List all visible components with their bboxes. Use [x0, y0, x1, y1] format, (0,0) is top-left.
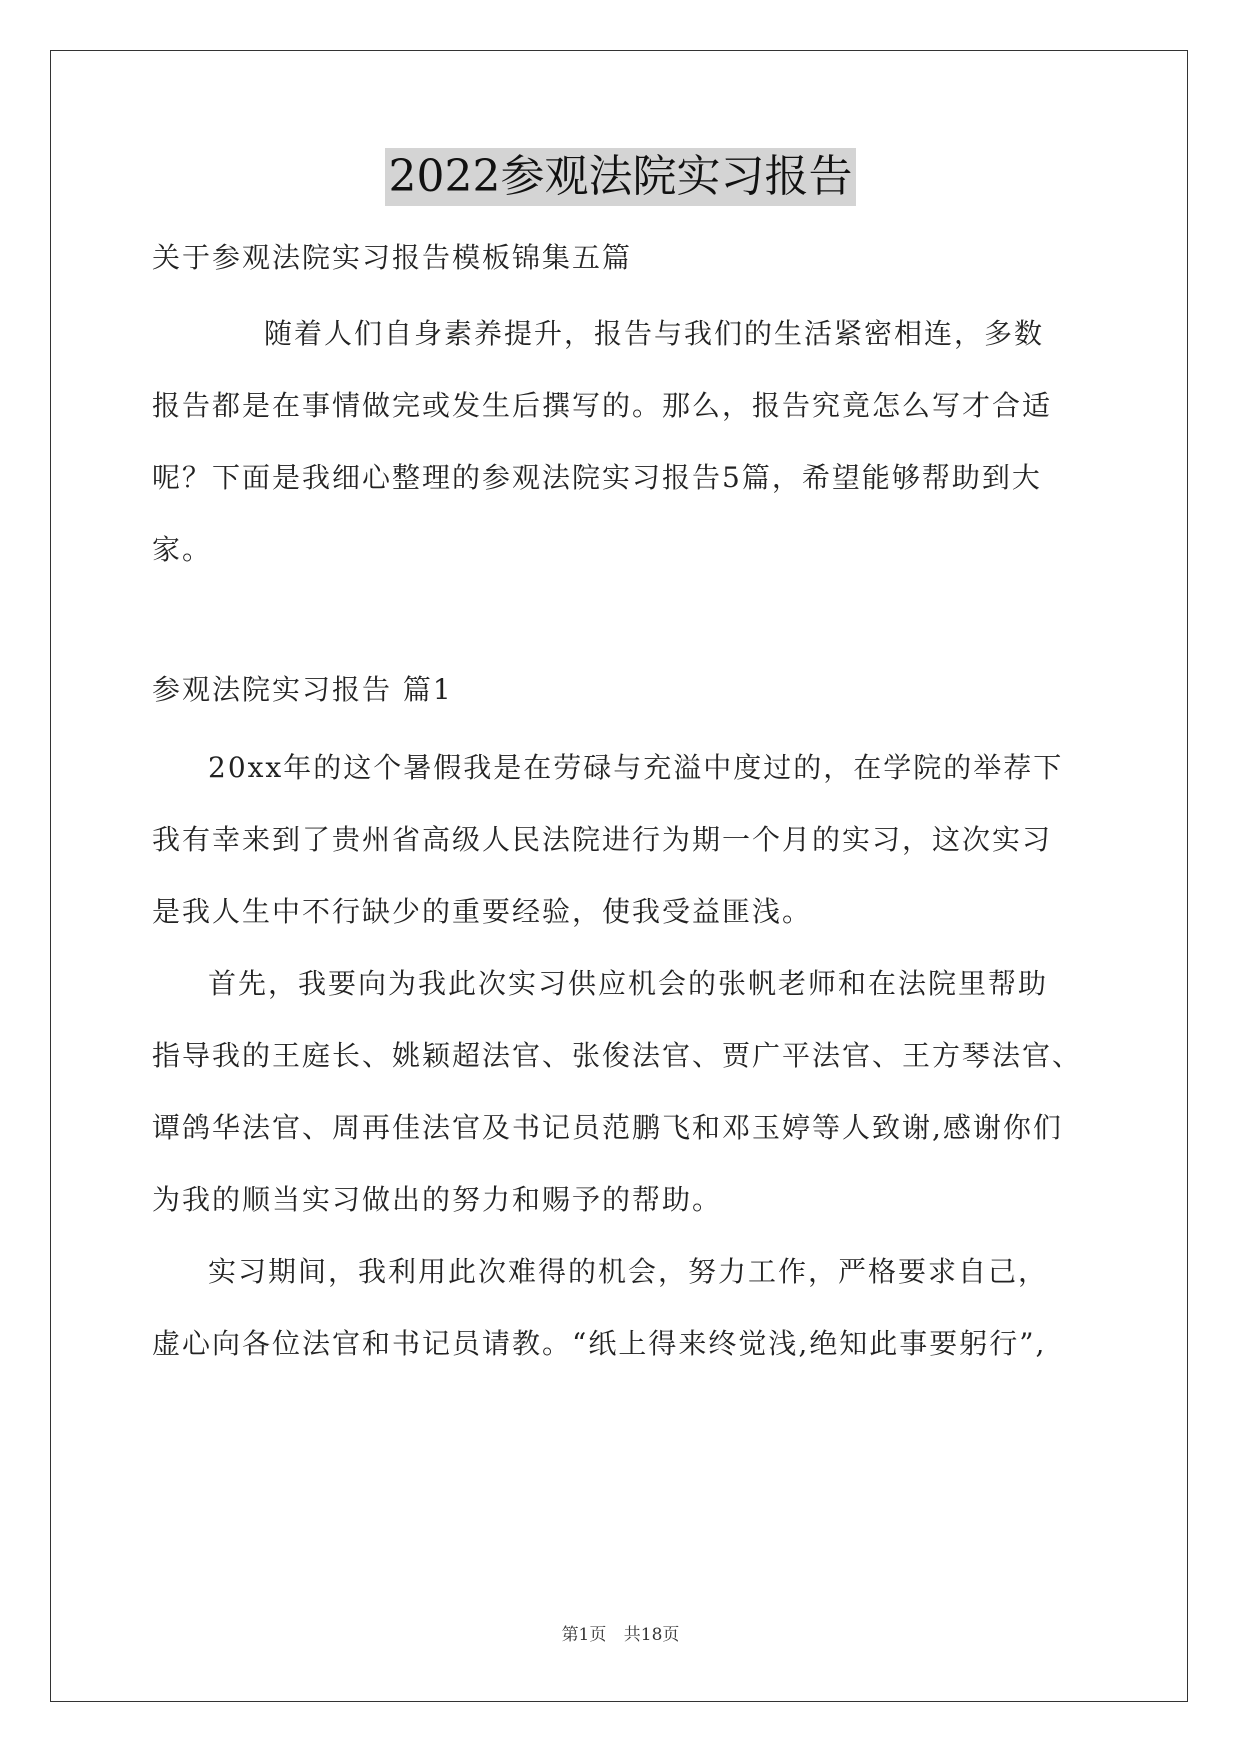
body-line: 20xx年的这个暑假我是在劳碌与充溢中度过的，在学院的举荐下 — [208, 751, 1064, 784]
body-line: 指导我的王庭长、姚颖超法官、张俊法官、贾广平法官、王方琴法官、 — [152, 1039, 1083, 1072]
body-line: 首先，我要向为我此次实习供应机会的张帆老师和在法院里帮助 — [208, 967, 1049, 1000]
body-line: 实习期间，我利用此次难得的机会，努力工作，严格要求自己， — [208, 1255, 1049, 1288]
document-subtitle: 关于参观法院实习报告模板锦集五篇 — [152, 241, 633, 274]
body-line: 虚心向各位法官和书记员请教。“纸上得来终觉浅,绝知此事要躬行”, — [152, 1327, 1047, 1360]
body-line: 是我人生中不行缺少的重要经验，使我受益匪浅。 — [152, 895, 813, 928]
body-line: 为我的顺当实习做出的努力和赐予的帮助。 — [152, 1183, 723, 1216]
section-heading: 参观法院实习报告 篇1 — [152, 673, 453, 706]
body-line: 谭鸽华法官、周再佳法官及书记员范鹏飞和邓玉婷等人致谢,感谢你们 — [152, 1111, 1063, 1144]
intro-line: 呢？下面是我细心整理的参观法院实习报告5篇，希望能够帮助到大 — [152, 461, 1042, 494]
page-border — [50, 50, 1188, 1702]
body-line: 我有幸来到了贵州省高级人民法院进行为期一个月的实习，这次实习 — [152, 823, 1053, 856]
intro-line: 报告都是在事情做完或发生后撰写的。那么，报告究竟怎么写才合适 — [152, 389, 1053, 422]
page-total: 共18页 — [623, 1625, 680, 1645]
intro-line: 家。 — [152, 533, 213, 566]
page-number: 第1页 — [561, 1625, 607, 1645]
page-footer — [0, 1620, 1241, 1645]
document-title: 2022参观法院实习报告 — [385, 148, 857, 206]
title-container — [0, 148, 1241, 206]
intro-line: 随着人们自身素养提升，报告与我们的生活紧密相连，多数 — [264, 317, 1045, 350]
